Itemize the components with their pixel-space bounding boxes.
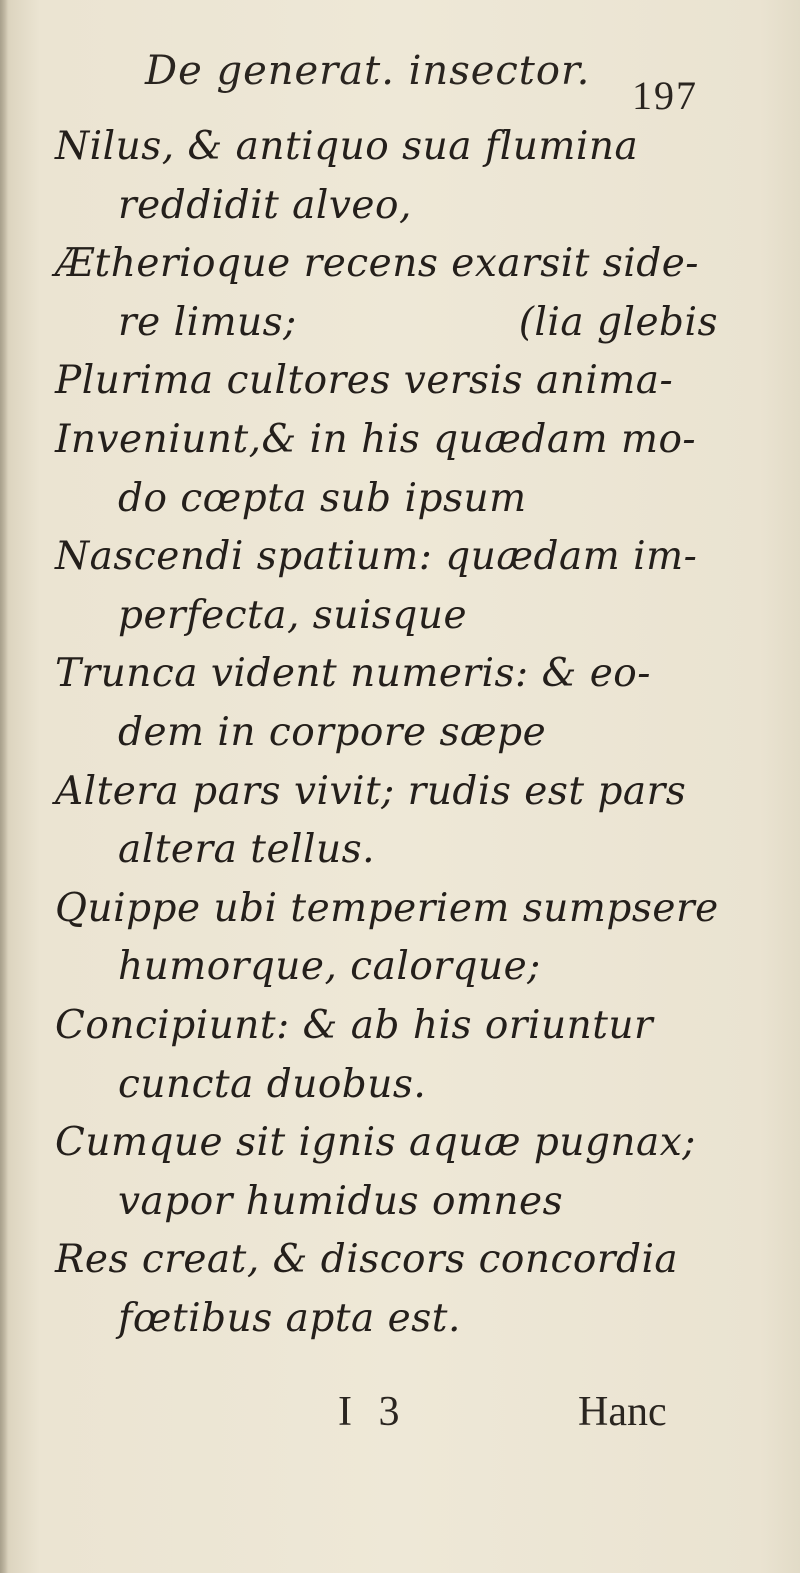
verse-line (0, 118, 800, 177)
verse-line (0, 938, 800, 997)
verse-line (0, 1231, 800, 1290)
running-head: De generat. insector. (145, 48, 591, 94)
verse-line-text: humorque, calorque; (118, 944, 541, 990)
verse-line-text: Nilus, & antiquo sua flumina (55, 124, 639, 169)
verse-line-text: do cœpta sub ipsum (118, 475, 527, 521)
verse-line (0, 1173, 800, 1232)
verse-line-text: perfecta, suisque (118, 592, 468, 638)
verse-line (0, 177, 800, 236)
verse-line (0, 587, 800, 646)
verse-line-text: dem in corpore sæpe (118, 709, 547, 755)
verse-line-text: Nascendi spatium: quædam im- (55, 534, 698, 580)
verse-line-text: re limus; (118, 299, 297, 345)
verse-line-overrun: (lia glebis (518, 299, 718, 345)
verse-line-text: Concipiunt: & ab his oriuntur (55, 1002, 654, 1048)
verse-line-text: Quippe ubi temperiem sumpsere (55, 885, 719, 931)
verse-line-text: vapor humidus omnes (118, 1178, 564, 1224)
verse-line (0, 704, 800, 763)
verse-line (0, 470, 800, 529)
verse-line (0, 294, 800, 353)
verse-line (0, 1056, 800, 1115)
verse-line-text: Res creat, & discors concordia (55, 1237, 679, 1283)
verse-line-text: reddidit alveo, (118, 182, 412, 228)
verse-line (0, 763, 800, 822)
verse-line-text: cuncta duobus. (118, 1061, 427, 1107)
verse-line (0, 997, 800, 1056)
signature-mark: I 3 (338, 1389, 408, 1435)
verse-line-text: Ætherioque recens exarsit side- (55, 241, 699, 287)
verse-line-text: altera tellus. (118, 827, 375, 873)
verse-line (0, 880, 800, 939)
verse-line (0, 352, 800, 411)
verse-line-text: fœtibus apta est. (118, 1295, 461, 1341)
verse-line-text: Inveniunt,& in his quædam mo- (55, 416, 697, 462)
verse-line (0, 1290, 800, 1349)
catchword: Hanc (578, 1389, 667, 1435)
verse-line-text: Altera pars vivit; rudis est pars (55, 768, 687, 814)
verse-line (0, 235, 800, 294)
verse-line (0, 411, 800, 470)
verse-line (0, 821, 800, 880)
verse-line-text: Cumque sit ignis aquæ pugnax; (55, 1120, 696, 1166)
verse-line-text: Trunca vident numeris: & eo- (55, 651, 651, 697)
verse-block (0, 118, 800, 1348)
verse-line-text: Plurima cultores versis anima- (55, 358, 674, 404)
verse-line (0, 645, 800, 704)
page-number: 197 (632, 73, 698, 118)
verse-line (0, 528, 800, 587)
verse-line (0, 1114, 800, 1173)
